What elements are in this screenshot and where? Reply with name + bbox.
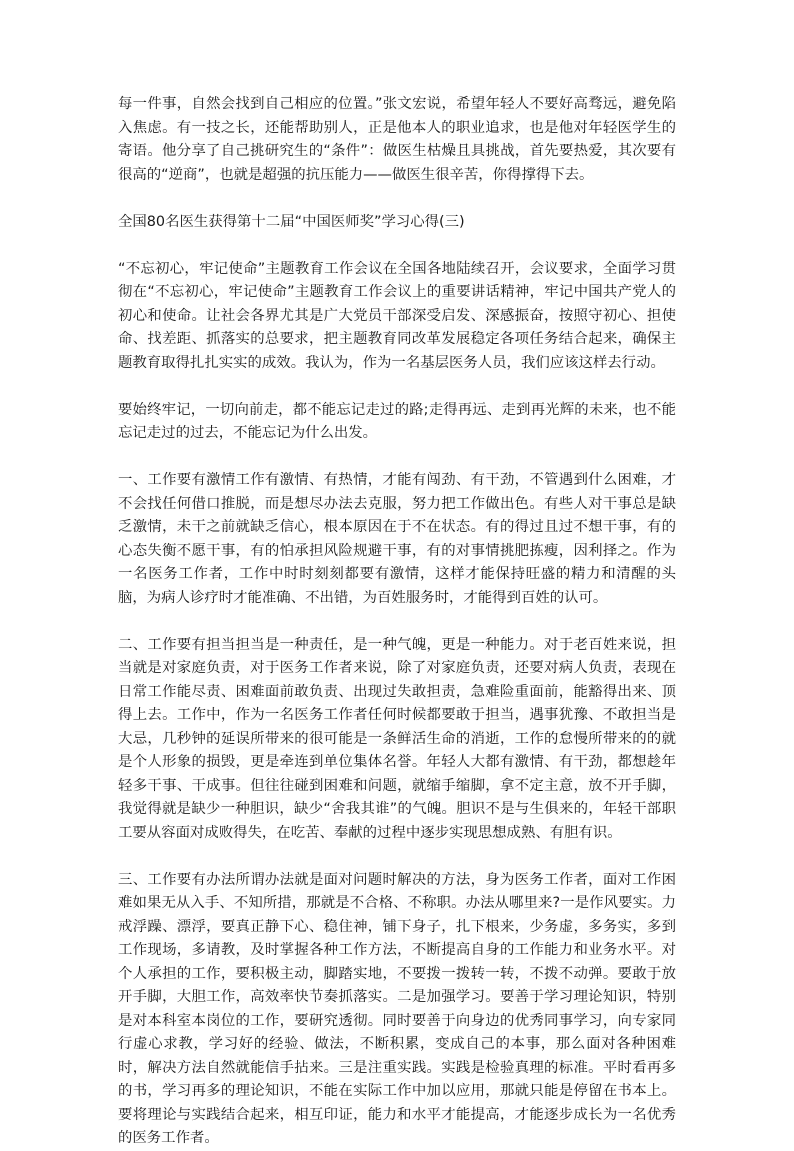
paragraph-theme-education: “不忘初心，牢记使命”主题教育工作会议在全国各地陆续召开，会议要求，全面学习贯彻在“不忘初心，牢记使命”主题教育工作会议上的重要讲话精神，牢记中国共产党人的初心和使命。让社会各界尤其是广大党员干部深受启发、深感振奋，按照守初心、担使命、找差距、抓落实的总要求，把主题教育同改革发展稳定各项任务结合起来，确保主题教育取得扎扎实实的成效。我认为，作为一名基层医务人员，我们应该这样去行动。 (118, 260, 676, 371)
paragraph-methods: 三、工作要有办法所谓办法就是面对问题时解决的方法，身为医务工作者，面对工作困难如果无从入手、不知所措，那就是不合格、不称职。办法从哪里来?一是作风要实。力戒浮躁、漂浮，要真正静下心、稳住神，铺下身子，扎下根来，少务虚，多务实，多到工作现场，多请教，及时掌握各种工作方法，不断提高自身的工作能力和业务水平。对个人承担的工作，要积极主动，脚踏实地，不要拨一拨转一转，不拨不动弹。要敢于放开手脚，大胆工作，高效率快节奏抓落实。二是加强学习。要善于学习理论知识，特别是对本科室本岗位的工作，要研究透彻。同时要善于向身边的优秀同事学习，向专家同行虚心求教，学习好的经验、做法，不断积累，变成自己的本事，那么面对各种困难时，解决方法自然就能信手拈来。三是注重实践。实践是检验真理的标准。平时看再多的书，学习再多的理论知识，不能在实际工作中加以应用，那就只能是停留在书本上。要将理论与实践结合起来，相互印证，能力和水平才能提高，才能逐步成长为一名优秀的医务工作者。 (118, 871, 676, 1146)
paragraph-passion: 一、工作要有激情工作有激情、有热情，才能有闯劲、有干劲，不管遇到什么困难，才不会找任何借口推脱，而是想尽办法去克服，努力把工作做出色。有些人对干事总是缺乏激情，未干之前就缺乏信心，根本原因在于不在状态。有的得过且过不想干事，有的心态失衡不愿干事，有的怕承担风险规避干事，有的对事情挑肥拣瘦，因利择之。作为一名医务工作者，工作中时时刻刻都要有激情，这样才能保持旺盛的精力和清醒的头脑，为病人诊疗时才能准确、不出错，为百姓服务时，才能得到百姓的认可。 (118, 472, 676, 606)
paragraph-responsibility: 二、工作要有担当担当是一种责任，是一种气魄，更是一种能力。对于老百姓来说，担当就是对家庭负责，对于医务工作者来说，除了对家庭负责，还要对病人负责，表现在日常工作能尽责、困难面前敢负责、出现过失敢担责，急难险重面前，能豁得出来、顶得上去。工作中，作为一名医务工作者任何时候都要敢于担当，遇事犹豫、不敢担当是大忌，几秒钟的延误所带来的很可能是一条鲜活生命的消逝，工作的怠慢所带来的的就是个人形象的损毁，更是牵连到单位集体名誉。年轻人大都有激情、有干劲，都想趁年轻多干事、干成事。但往往碰到困难和问题，就缩手缩脚，拿不定主意，放不开手脚，我觉得就是缺少一种胆识，缺少“舍我其谁”的气魄。胆识不是与生俱来的，年轻干部职工要从容面对成败得失，在吃苦、奉献的过程中逐步实现思想成熟、有胆有识。 (118, 636, 676, 841)
paragraph-intro-continued: 每一件事，自然会找到自己相应的位置。”张文宏说，希望年轻人不要好高骛远，避免陷入焦虑。有一技之长，还能帮助别人，正是他本人的职业追求，也是他对年轻医学生的寄语。他分享了自己挑研究生的“条件”：做医生枯燥且具挑战，首先要热爱，其次要有很高的“逆商”，也就是超强的抗压能力——做医生很辛苦，你得撑得下去。 (118, 96, 676, 183)
document-page (118, 93, 676, 1151)
section-title: 全国80名医生获得第十二届“中国医师奖”学习心得(三) (118, 213, 465, 230)
paragraph-remember: 要始终牢记，一切向前走，都不能忘记走过的路;走得再远、走到再光辉的未来，也不能忘记走过的过去，不能忘记为什么出发。 (118, 401, 676, 441)
